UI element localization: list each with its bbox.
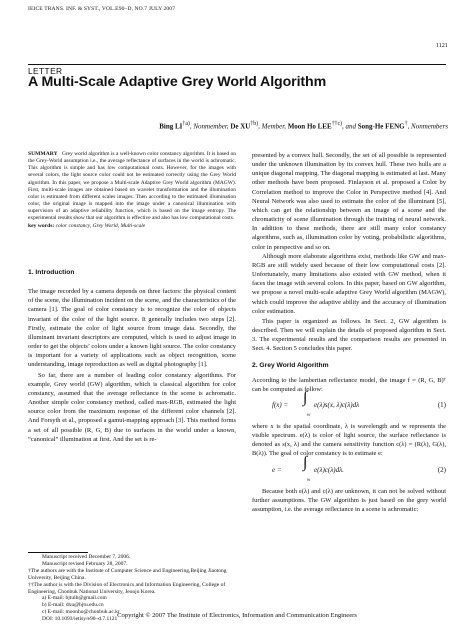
author-mark: †b): [250, 121, 259, 127]
footnote: DOI: 10.1093/ietisy/e90–d.7.1121: [42, 616, 118, 623]
keywords-label: key words:: [28, 222, 55, 229]
right-column: [252, 151, 446, 514]
footnote: a) E-mail: bjtulb@gmail.com: [42, 595, 107, 602]
section-heading: 2. Grey World Algorithm: [252, 362, 329, 370]
paragraph: According to the lambertian reflectance model, the image f = (R, G, B)ᵀ can be computed as follow:: [252, 376, 446, 393]
integral-sign: ∫: [303, 388, 308, 406]
footnote: ††The author is with the Division of Electronics and Information Engineering, College of Engineering, Chonbuk National University, Jeonju Korea.: [28, 581, 226, 595]
author-role: , Member,: [258, 122, 288, 131]
paragraph: This paper is organized as follows. In Sect. 2, GW algorithm is described. Then we will explain the details of proposed algorithm in Sect. 3. The experimental results and the comparison results are presented in Sect. 4. Section 5 concludes this paper.: [252, 317, 446, 353]
equation-lhs: e =: [272, 465, 282, 474]
author-mark: ††c): [331, 121, 342, 127]
footnote: c) E-mail: moonho@chonbuk.ac.kr: [42, 609, 120, 616]
equation-number: (1): [437, 400, 446, 409]
footnote: Manuscript received December 7, 2006.: [42, 554, 131, 560]
paragraph: Because both e(λ) and c(λ) are unknown, it can not be solved without further assumptions. The GW algorithm is just based on the grey world assumption, i.e. the average reflectance in a scene is achromatic:: [252, 487, 446, 513]
equation-rhs: e(λ)s(x, λ)c(λ)dλ: [314, 400, 360, 409]
footnote-rule: [28, 552, 88, 553]
page-number: 1121: [435, 42, 448, 49]
author-name: De XU: [230, 122, 251, 131]
author-role: , Nonmember,: [189, 122, 231, 131]
footnote: Manuscript revised February 28, 2007.: [42, 560, 128, 567]
abstract-label: SUMMARY: [28, 151, 58, 157]
integral-sign: ∫: [303, 453, 308, 471]
integral-subscript: w: [307, 477, 311, 483]
keywords: [28, 223, 236, 230]
abstract-text: Grey world algorithm is a well-known color constancy algorithm. It is based on the Grey-World assumption i.e., the average reflectance of surfaces in the world is achromatic. This algorithm is simple and has low computational costs. However, for the images with several colors, the light source color could not be estimated correctly using the Grey World algorithm. In this paper, we propose a Multi-scale Adaptive Grey World algorithm (MAGW). First, multi-scale images are obtained based on wavelet transformation and the illumination color is estimated from different scales images. Then according to the estimated illumination color, the original image is mapped into the image under a canonical illumination with supervision of an adaptive reliability function, which is based on the image entropy. The experimental results show that our algorithm is effective and also has low computational costs.: [28, 151, 236, 222]
keywords-text: color constancy, Grey World, Multi-scale: [55, 222, 146, 229]
paragraph: The image recorded by a camera depends on three factors: the physical content of the scene, the illumination incident on the scene, and the characteristics of the camera [1]. The goal of color constancy is to recognize the color of objects invariant of the color of the light source. It generally includes two steps [2]. Firstly, estimate the color of light source from image data. Secondly, the illuminant invariant descriptors are computed, which is used to adjust image in order to get the objects’ colors under a known light source. The color constancy is important for a variety of applications such as object recognition, scene understanding, image reproduction as well as digital photography [1].: [28, 288, 236, 369]
author-mark: †a): [182, 121, 190, 127]
running-header: IEICE TRANS. INF. & SYST., VOL.E90–D, NO.7 JULY 2007: [28, 6, 176, 12]
footnote: †The authors are with the Institute of Computer Science and Engineering,Beijing Jiaotong University, Beijing China.: [28, 567, 227, 581]
equation-1: [252, 388, 446, 422]
equation-lhs: f(x) =: [272, 400, 289, 409]
article-type-label: LETTER: [28, 66, 63, 76]
author-name: Bing LI: [159, 122, 183, 131]
copyright-notice: Copyright © 2007 The Institute of Electronics, Information and Communication Engineers: [117, 612, 357, 619]
left-column: [28, 268, 236, 444]
author-name: Song-He FENG: [357, 122, 405, 131]
author-line: [159, 121, 448, 130]
equation-2: [252, 453, 446, 487]
abstract: [28, 151, 236, 230]
author-role: , Nonmembers: [407, 122, 448, 131]
author-mark: †: [404, 121, 408, 127]
author-role: , and: [342, 122, 358, 131]
author-name: Moon Ho LEE: [287, 122, 332, 131]
equation-rhs: e(λ)c(λ)dλ.: [314, 465, 344, 474]
paper-title: A Multi-Scale Adaptive Grey World Algorithm: [28, 74, 327, 90]
paragraph: where x is the spatial coordinate, λ is wavelength and w represents the visible spectrum. e(λ) is color of light source, the surface reflectance is denoted as s(x, λ) and the camera sensitivity function c(λ) = (R(λ), G(λ), B(λ)). The goal of color constancy is to estimate e:: [252, 422, 446, 458]
article-type-rule: [28, 64, 446, 76]
section-heading: 1. Introduction: [28, 269, 75, 276]
equation-number: (2): [437, 465, 446, 474]
integral-subscript: w: [307, 412, 311, 418]
paragraph: So far, there are a number of leading color constancy algorithms. For example, Grey world (GW) algorithm, which is classical algorithm for color constancy, assumed that the average reflectance in the scene is achromatic. Another simple color constancy method, called max-RGB, estimated the light source color from the maximum response of the different color channels [2]. And Forsyth et al., proposed a gamut-mapping approach [3]. This method forms a set of all possible (R, G, B) due to surfaces in the world under a known, “canonical” illumination at first. And the set is re-: [28, 371, 236, 443]
paragraph: Although more elaborate algorithms exist, methods like GW and max-RGB are still widely used because of their low computational costs [2]. Unfortunately, many limitations also existed with GW method, when it faces the image with several colors. In this paper, based on GW algorithm, we propose a novel multi-scale adaptive Grey World algorithm (MAGW), which could improve the adaptive ability and the accuracy of illumination color estimation.: [252, 252, 446, 315]
footnote: b) E-mail: dxu@bjtu.edu.cn: [42, 602, 104, 609]
paragraph: presented by a convex hull. Secondly, the set of all possible is represented under the unknown illumination by its convex hull. These two hulls are a unique diagonal mapping. The diagonal mapping is estimated at last. Many other methods have been proposed. Finlayson et al. proposed a Color by Correlation method to improve the Color in Perspective method [4]. And Neural Network was also used to estimate the color of the illuminant [5], which can get the relationship between an image of a scene and the chromaticity of scene illumination through the training of neural network. In addition to these methods, there are still many color constancy algorithms, such as, illumination color by voting, probabilistic algorithms, color in perspective and so on.: [252, 152, 446, 251]
